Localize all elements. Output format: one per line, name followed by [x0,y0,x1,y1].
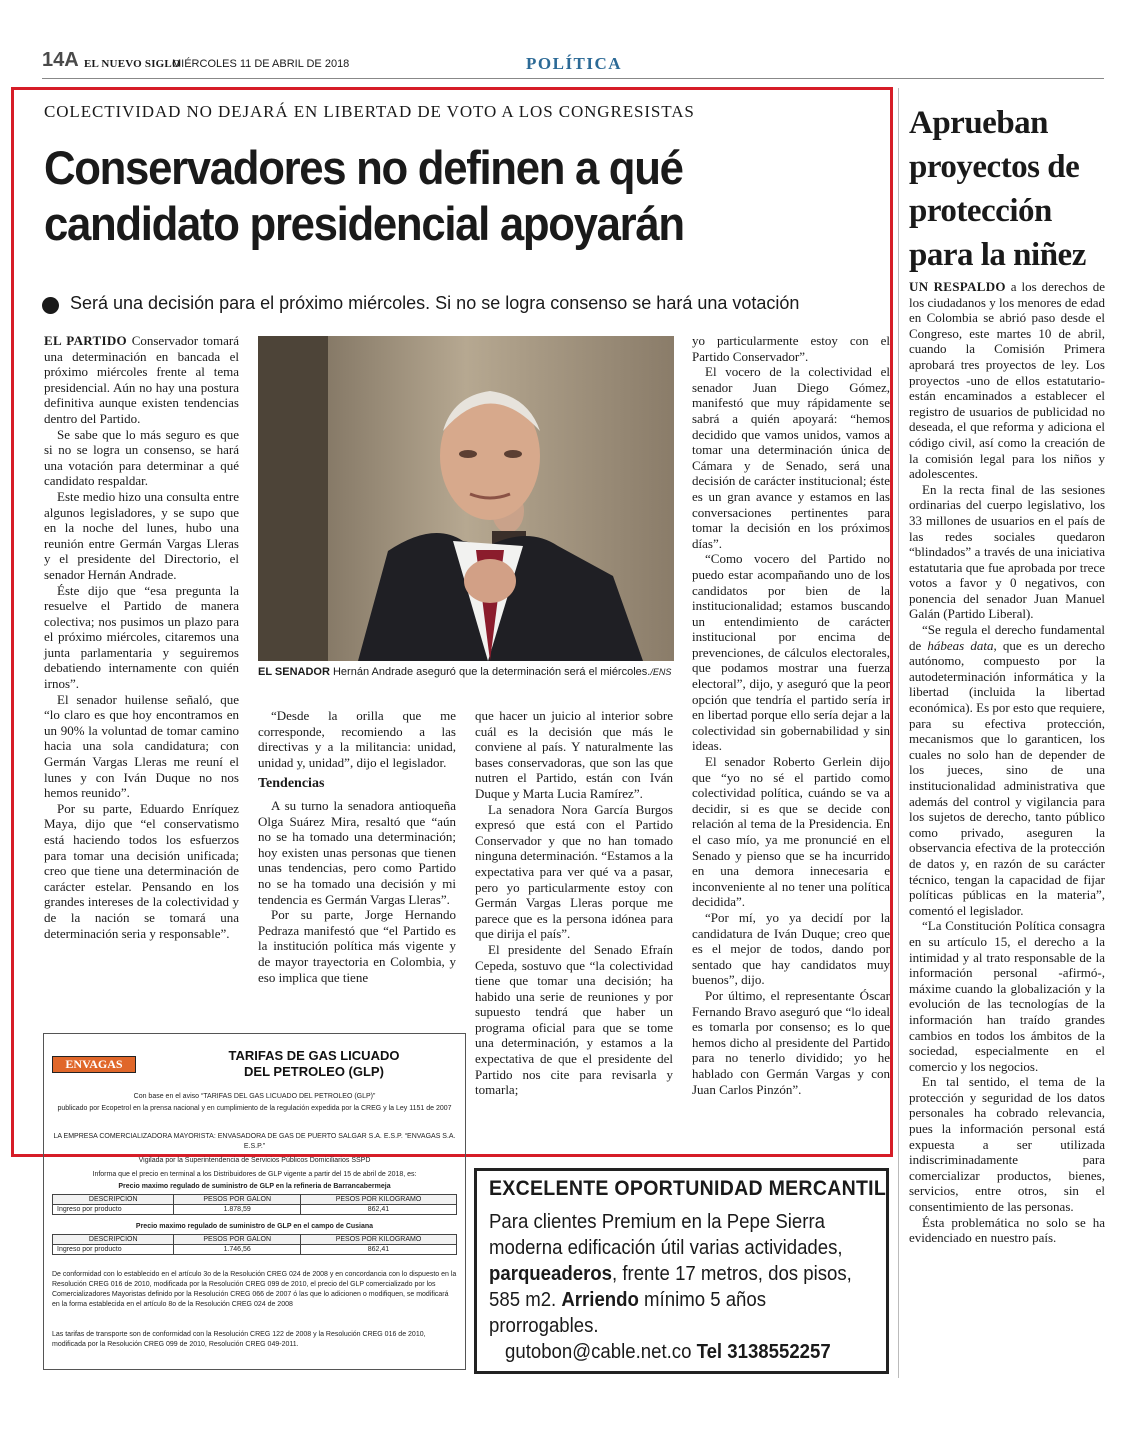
article-photo [258,336,674,661]
table-row [53,1205,457,1215]
notice-line: Vigilada por la Superintendencia de Servicios Públicos Domiciliarios SSPD [138,1157,371,1164]
notice-line: Informa que el precio en terminal a los Distribuidores de GLP vigente a partir del 15 de abril de 2018, es: [92,1171,417,1178]
ad-text: mínimo 5 años prorrogables. [489,1289,767,1337]
ad-emphasis: Arriendo [561,1289,639,1311]
caption-lead: EL SENADOR [258,666,330,678]
table-title: Precio maximo regulado de suministro de GLP en la refineria de Barrancabermeja [118,1183,391,1190]
ad-emphasis: parqueaderos [489,1263,613,1285]
page-number: 14A [42,49,79,71]
notice-footer: Las tarifas de transporte son de conformidad con la Resolución CREG 122 de 2008 y la Resolución CREG 016 de 2010, modificada por la Resolución CREG 099 de 2010, Resolución CREG 049-2011. [52,1331,426,1348]
article-column-1 [44,333,239,941]
paragraph-text: Conservador tomará una determinación en bancada el próximo miércoles frente al tema presidencial. Aún no hay una postura definitiva aunque existen tendencias dentro del Partido. [44,333,239,426]
table-cell: 1.746,56 [174,1245,301,1255]
header-rule [42,78,1104,79]
table-header: PESOS POR GALON [174,1235,301,1245]
table-header-row [53,1195,457,1205]
paragraph: “Por mí, yo ya decidí por la candidatura de Iván Duque; creo que es el mejor de todos, dando por sentado que hay candidatos muy buenos”, dijo. [692,909,890,988]
paragraph: El presidente del Senado Efraín Cepeda, sostuvo que “la colectividad tiene que tomar una decisión; ha habido una serie de reuniones y por supuesto tendrá que haber un programa oficial para que se tome una determinación, y estamos a la expectativa de que el presidente del Partido nos cite para revisarla y tomarla; [475,941,673,1098]
paragraph: Éste dijo que “esa pregunta la resuelve el Partido de manera colectiva; nos pusimos un plazo para el próximo miércoles, citaremos una junta parlamentaria y seguiremos debatiendo internamente con quién irnos”. [44,582,239,692]
ad-email: gutobon@cable.net.co [505,1341,692,1363]
headline-line-1: Conservadores no definen a qué [44,141,683,194]
article-column-3 [475,708,673,1098]
section-name: POLÍTICA [526,54,623,73]
ad-contact [505,1341,831,1364]
table-cell: 1.878,59 [174,1205,301,1215]
tariff-table-2 [52,1234,457,1255]
paragraph: En tal sentido, el tema de la protección y seguridad de los datos personales ha cobrado relevancia, pues la información personal está expuesta a ser utilizada indiscriminadamente para comercializar productos, bienes, servicios, entre otros, sin el consentimiento de las personas. [909,1074,1105,1215]
gas-tariff-notice [43,1033,466,1370]
paragraph-text: “Se regula el derecho fundamental de [909,622,1105,653]
publication-date: MIÉRCOLES 11 DE ABRIL DE 2018 [172,58,350,70]
tariff-table-1 [52,1194,457,1215]
notice-footer: De conformidad con lo establecido en el artículo 3o de la Resolución CREG 024 de 2008 y en concordancia con lo dispuesto en la Resolución CREG 016 de 2010, modificada por la Resolución CREG 099 de 2010, el precio del GLP comercializado por los Comercializadores Mayoristas definido por la Resolución CREG 066 de 2007 ó las que lo adicionen o modifiquen, se modificará en la forma establecida en el artículo 8o de la Resolución CREG 024 de 2008 [52,1271,457,1308]
ad-text: Para clientes Premium en la Pepe Sierra moderna edificación útil varias actividades, [489,1211,843,1259]
section-subhead: Tendencias [258,776,325,792]
paragraph: Este medio hizo una consulta entre algunos legisladores, y se supo que en la noche del lunes, hubo una reunión entre Germán Vargas Lleras y el presidente del Directorio, el senador Hernán Andrade. [44,488,239,582]
article-headline [44,140,825,252]
ad-body [489,1209,854,1339]
paragraph: Por su parte, Eduardo Enríquez Maya, dijo que “el conservatismo está haciendo todos los esfuerzos para tomar una decisión unificada; creo que tiene una determinación de carácter estelar. Pensando en los grandes intereses de la colectividad y de la nación se tomará una determinación seria y responsable”. [44,800,239,941]
paragraph: A su turno la senadora antioqueña Olga Suárez Mira, resaltó que “aún no se ha tomado una determinación; hoy existen unas personas que tienen unas tendencias, pero como Partido no se ha tomado una decisión y mi tendencia es Germán Vargas Lleras”. [258,797,456,907]
paragraph: que hacer un juicio al interior sobre cuál es la decisión que más le conviene al país. Y naturalmente las bases conservadoras, que son las que nutren el Partido, están con Iván Duque y Marta Lucia Ramírez”. [475,708,673,801]
article-subheadline: Será una decisión para el próximo miércoles. Si no se logra consenso se hará una votación [70,293,800,313]
table-header: PESOS POR GALON [174,1195,301,1205]
table-cell: Ingreso por producto [53,1245,174,1255]
column-divider [898,88,899,1378]
table-row [53,1245,457,1255]
article-kicker: COLECTIVIDAD NO DEJARÁ EN LIBERTAD DE VOTO A LOS CONGRESISTAS [44,102,695,121]
table-header: DESCRIPCION [53,1235,174,1245]
notice-title-line-1: TARIFAS DE GAS LICUADO [228,1048,400,1063]
table-header: PESOS POR KILOGRAMO [300,1235,456,1245]
photo-credit: /ENS [650,667,672,677]
paragraph: La senadora Nora García Burgos expresó que está con el Partido Conservador y que no han tomado ninguna determinación. “Estamos a la expectativa para ver qué va a pasar, pero yo particularmente estoy con Germán Vargas Lleras porque me parece que es la persona idónea para que dirija el país”. [475,801,673,942]
notice-line: Con base en el aviso “TARIFAS DEL GAS LICUADO DEL PETROLEO (GLP)” [133,1093,376,1100]
paragraph: yo particularmente estoy con el Partido Conservador”. [692,333,890,364]
paragraph: El vocero de la colectividad el senador Juan Diego Gómez, manifestó que muy rápidamente se sabrá a quién apoyará: “hemos decidido que vamos unidos, vamos a tomar una determinación única de Cámara y de Senado, será una decisión de carácter institucional; éste es un gran avance y estamos en las conversaciones pertinentes para tomar la decisión en los próximos días”. [692,364,890,551]
notice-line: LA EMPRESA COMERCIALIZADORA MAYORISTA: ENVASADORA DE GAS DE PUERTO SALGAR S.A. E.S.P. “ENVAGAS S.A. E.S.P.” [53,1133,456,1150]
paragraph: El senador huilense señaló, que “lo claro es que hoy encontramos en un 90% la voluntad de tomar camino hacia una sola candidatura; con Germán Vargas Lleras me reuní el lunes y con Iván Duque no nos hemos reunido”. [44,691,239,801]
senator-photo [258,336,674,661]
publication-name: EL NUEVO SIGLO [84,58,181,70]
paragraph: “La Constitución Política consagra en su artículo 15, el derecho a la intimidad y al trato responsable de la información personal -afirmó-, máxime cuando la globalización y la evolución de las tecnologías de la información han traído grandes cambios en todos los ámbitos de la sociedad, especialmente en el comercio y los negocios. [909,918,1105,1074]
bullet-icon [42,297,59,314]
lead-in: UN RESPALDO [909,279,1006,294]
notice-line: publicado por Ecopetrol en la prensa nacional y en cumplimiento de la regulación expedida por la CREG y la Ley 1151 de 2007 [57,1105,452,1112]
notice-title-line-2: DEL PETROLEO (GLP) [244,1064,384,1079]
side-article-headline: Aprueban proyectos de protección para la niñez [909,105,1086,273]
table-header-row [53,1235,457,1245]
ad-title: EXCELENTE OPORTUNIDAD MERCANTIL [489,1177,887,1200]
paragraph: Ésta problemática no solo se ha evidenciado en nuestro país. [909,1214,1105,1246]
article-column-4 [692,333,890,1097]
table-cell: Ingreso por producto [53,1205,174,1215]
ad-text: , frente 17 metros, dos pisos, 585 m2. [489,1263,852,1311]
paragraph: Por último, el representante Óscar Fernando Bravo aseguró que “lo ideal es tomarla por consenso; es lo que hemos dicho al presidente del Partido para no tenerlo dividido; yo he hablado con Germán Vargas y con Juan Carlos Pinzón”. [692,987,890,1097]
table-cell: 862,41 [300,1205,456,1215]
paragraph-text: a los derechos de los ciudadanos y los menores de edad en Colombia se abrió paso desde el Congreso, este martes 10 de abril, cuando la Comisión Primera aprobará tres proyectos de ley. Los proyectos -uno de ellos estatutario- están encaminados a establecer el registro de usuarios de publicidad no deseada, el que reforma y adiciona el código civil, así como la creación de la comisión legal para los niños y adolescentes. [909,279,1105,482]
article-column-2 [258,708,456,985]
paragraph: Se sabe que lo más seguro es que si no se logra un consenso, se hará una votación para determinar a qué candidato respaldar. [44,426,239,489]
paragraph: El senador Roberto Gerlein dijo que “yo no sé el partido como colectividad política, cuándo se va a decidir, si es que se decide con relación al tema de la Presidencia. En el caso mío, ya me pronuncié en el Senado y pienso que se ha incurrido en una demora innecesaria e inconveniente al no tener una política decidida”. [692,754,890,910]
paragraph [909,622,1105,918]
paragraph: “Desde la orilla que me corresponde, recomiendo a las directivas y a la militancia: unidad, unidad y, unidad”, dijo el legislador. [258,708,456,770]
paragraph: En la recta final de las sesiones ordinarias del cuerpo legislativo, los 33 millones de usuarios en el país de las redes sociales quedaron “blindados” a través de una iniciativa estatutaria que fue aprobada por trece votos a favor y 0 negativos, con ponencia del senador Juan Manuel Galán (Partido Liberal). [909,481,1105,622]
table-cell: 862,41 [300,1245,456,1255]
photo-caption [258,665,674,680]
headline-line-2: candidato presidencial apoyarán [44,197,684,250]
side-article-body [909,279,1105,1246]
italic-term: hábeas data [927,637,994,653]
caption-text: Hernán Andrade aseguró que la determinación será el miércoles. [329,666,651,678]
ad-phone: Tel 3138552257 [696,1341,831,1363]
paragraph: Por su parte, Jorge Hernando Pedraza manifestó que “el Partido es la institución política más vigente y de mayor trayectoria en Colombia, y eso implica que tiene [258,907,456,985]
paragraph-text: , que es un derecho autónomo, compuesto por la autodeterminación informática y la libertad (incluida la libertad económica). Es por esto que requiere, para su efectiva protección, mecanismos que lo garanticen, los cuales no solo han de depender de los jueces, sino de una institucionalidad administrativa que además del control y vigilancia para los sujetos de derecho, tanto público como privado, aseguren la observancia efectiva de la protección de datos y, en razón de su carácter técnico, tengan la capacidad de fijar políticas públicas en la materia”, comentó el legislador. [909,637,1106,918]
lead-in: EL PARTIDO [44,333,127,348]
paragraph [44,333,239,427]
table-header: PESOS POR KILOGRAMO [300,1195,456,1205]
envagas-logo: ENVAGAS [52,1056,136,1073]
table-title: Precio maximo regulado de suministro de GLP en el campo de Cusiana [135,1223,374,1230]
paragraph: “Como vocero del Partido no puedo estar acompañando uno de los candidatos por bien de la institucionalidad; estamos buscando un entendimiento de carácter institucional por encima de prevenciones, de cálculos electorales, que podamos mostrar una fuerza electoral”, dijo, y aseguró que la peor opción que tendría el partido sería ir en libertad porque ello sería dejar a la colectividad sin gobernabilidad y sin ideas. [692,551,890,754]
paragraph [909,279,1105,482]
notice-title [194,1048,434,1080]
table-header: DESCRIPCION [53,1195,174,1205]
classified-ad [474,1168,889,1374]
